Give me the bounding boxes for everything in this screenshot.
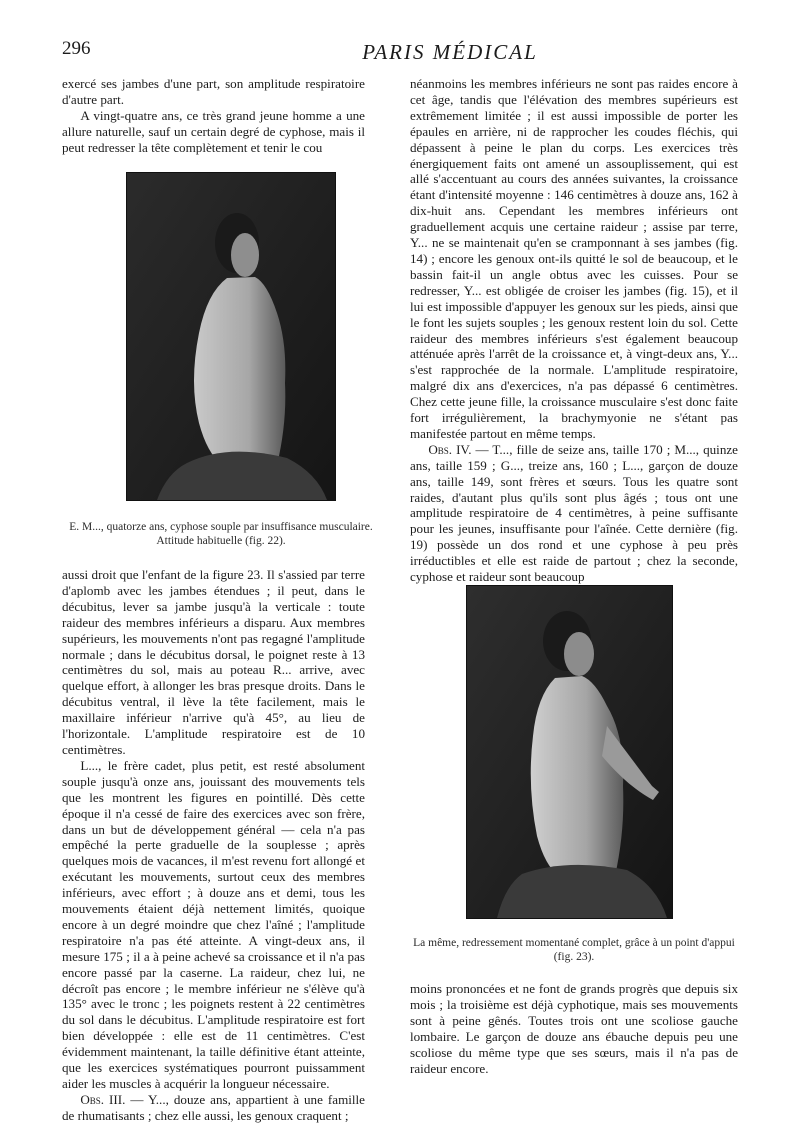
paragraph: moins prononcées et ne font de grands progrès que depuis six mois ; la troisième est déjà cyphotique, mais ses mouvements sont à peine gênés. Toutes trois ont une scoliose gauche lombaire. Le garçon de douze ans ébauche depuis peu une scoliose du même type que ses sœurs, mais il n'a pas de raideur encore. bbox=[410, 981, 738, 1076]
paragraph bbox=[410, 442, 738, 585]
photo-fig23-silhouette bbox=[467, 586, 672, 918]
paragraph: A vingt-quatre ans, ce très grand jeune homme a une allure naturelle, sauf un certain degré de cyphose, mais il peut redresser la tête complètement et tenir le cou bbox=[62, 107, 365, 155]
observation-heading: Obs. III. bbox=[80, 1091, 126, 1107]
right-column-bottom-text bbox=[410, 981, 738, 1076]
left-column-bottom-text bbox=[62, 567, 365, 1124]
running-title: PARIS MÉDICAL bbox=[362, 40, 538, 64]
photo-fig22-silhouette bbox=[127, 173, 335, 500]
right-column-top-text bbox=[410, 76, 738, 585]
figure-22-photo bbox=[126, 172, 336, 501]
paragraph: aussi droit que l'enfant de la figure 23. Il s'assied par terre d'aplomb avec les jambes étendues ; il peut, dans le décubitus, lever sa jambe jusqu'à la verticale : toute raideur des membres inférieurs a disparu. Aux membres supérieurs, les mouvements n'ont pas regagné l'amplitude normale ; dans le décubitus dorsal, le poignet reste à 13 centimètres du sol, mais au poteau R... arrive, avec quelque effort, à allonger les bras presque droits. Dans le décubitus ventral, il lève la tête facilement, mais le maxillaire inférieur n'arrive qu'à 45°, au lieu de l'horizontale. L'amplitude respiratoire est de 10 centimètres. bbox=[62, 567, 365, 757]
figure-23-caption: La même, redressement momentané complet, grâce à un point d'appui (fig. 23). bbox=[413, 937, 735, 963]
page-number: 296 bbox=[62, 38, 91, 59]
paragraph: néanmoins les membres inférieurs ne sont pas raides encore à cet âge, tandis que l'élévation des membres supérieurs est extrêmement limitée ; il est aussi impossible de porter les épaules en arrière, ni de rapprocher les coudes fléchis, qui dépassent à peine le plan du corps. Les exercices très énergiquement faits ont amené un assouplissement, qui est allé s'accentuant au cours des années suivantes, la croissance étant d'intensité moyenne : 146 centimètres à douze ans, 162 à dix-huit ans. Cependant les membres inférieurs ont graduellement acquis une certaine raideur ; assise par terre, Y... ne se maintenait qu'en se cramponnant à ses jambes (fig. 14) ; encore les genoux ont-ils quitté le sol de beaucoup, et le bassin fait-il un angle obtus avec les cuisses. Pour se redresser, Y... est obligée de croiser les jambes (fig. 15), et il lui est impossible d'appuyer les genoux sur les pieds, ainsi que le font les sujets souples ; les genoux restent loin du sol. Cette raideur des membres inférieurs s'est également beaucoup atténuée après l'arrêt de la croissance et, à vingt-deux ans, Y... s'est rapprochée de la normale. L'amplitude respiratoire, malgré dix ans d'exercices, n'a pas dépassé 6 centimètres. Chez cette jeune fille, la croissance musculaire s'est donc faite fort irrégulièrement, la brachymyonie ne s'étant pas manifestée partout en même temps. bbox=[410, 76, 738, 441]
observation-text: — Y..., douze ans, appartient à une famille de rhumatisants ; chez elle aussi, les genoux craquent ; bbox=[62, 1091, 365, 1123]
paragraph: exercé ses jambes d'une part, son amplitude respiratoire d'autre part. bbox=[62, 76, 365, 107]
left-column-top-text bbox=[62, 76, 365, 156]
figure-23-photo bbox=[466, 585, 673, 919]
paragraph: L..., le frère cadet, plus petit, est resté absolument souple jusqu'à onze ans, jouissant des mouvements tels que les montrent les figures en pointillé. Dès cette époque il n'a cessé de faire des exercices avec son frère, dans un but de développement général — cela n'a pas empêché la perte graduelle de la souplesse ; après quelques mois de vacances, il m'est revenu fort allongé et exécutant les mouvements, surtout ceux des membres inférieurs, avec effort ; à douze ans et demi, tous les mouvements étaient déjà nettement limités, quoique encore à un degré moindre que chez l'aîné ; l'amplitude respiratoire n'a pas été atteinte. A vingt-deux ans, il mesure 175 ; il a à peine achevé sa croissance et il n'a pas encore passé par la caserne. La raideur, chez lui, ne décroît pas encore ; le membre inférieur ne s'élève qu'à 135° avec le tronc ; les poignets restent à 22 centimètres du sol dans le décubitus. L'amplitude respiratoire est fort bien développée : elle est de 11 centimètres. C'est évidemment maintenant, la taille définitive étant atteinte, que les exercices systématiques pourront puissamment aider les muscles à acquérir la longueur nécessaire. bbox=[62, 757, 365, 1091]
observation-heading: Obs. IV. bbox=[428, 441, 472, 457]
figure-22-caption: E. M..., quatorze ans, cyphose souple par insuffisance musculaire. Attitude habituelle (fig. 22). bbox=[69, 521, 373, 547]
observation-text: — T..., fille de seize ans, taille 170 ; M..., quinze ans, taille 159 ; G..., treize ans, 160 ; L..., garçon de douze ans, taille 149, sont frères et sœurs. Tous les quatre sont raides, d'autant plus qu'ils sont plus âgés ; tous ont une amplitude respiratoire de 4 centimètres, à peine suffisante pour les jeunes, insuffisante pour l'aînée. Cette dernière (fig. 19) possède un dos rond et une cyphose à peu près irréductibles et elle est raide de partout ; chez la seconde, cyphose et raideur sont beaucoup bbox=[410, 441, 738, 585]
paragraph bbox=[62, 1092, 365, 1124]
